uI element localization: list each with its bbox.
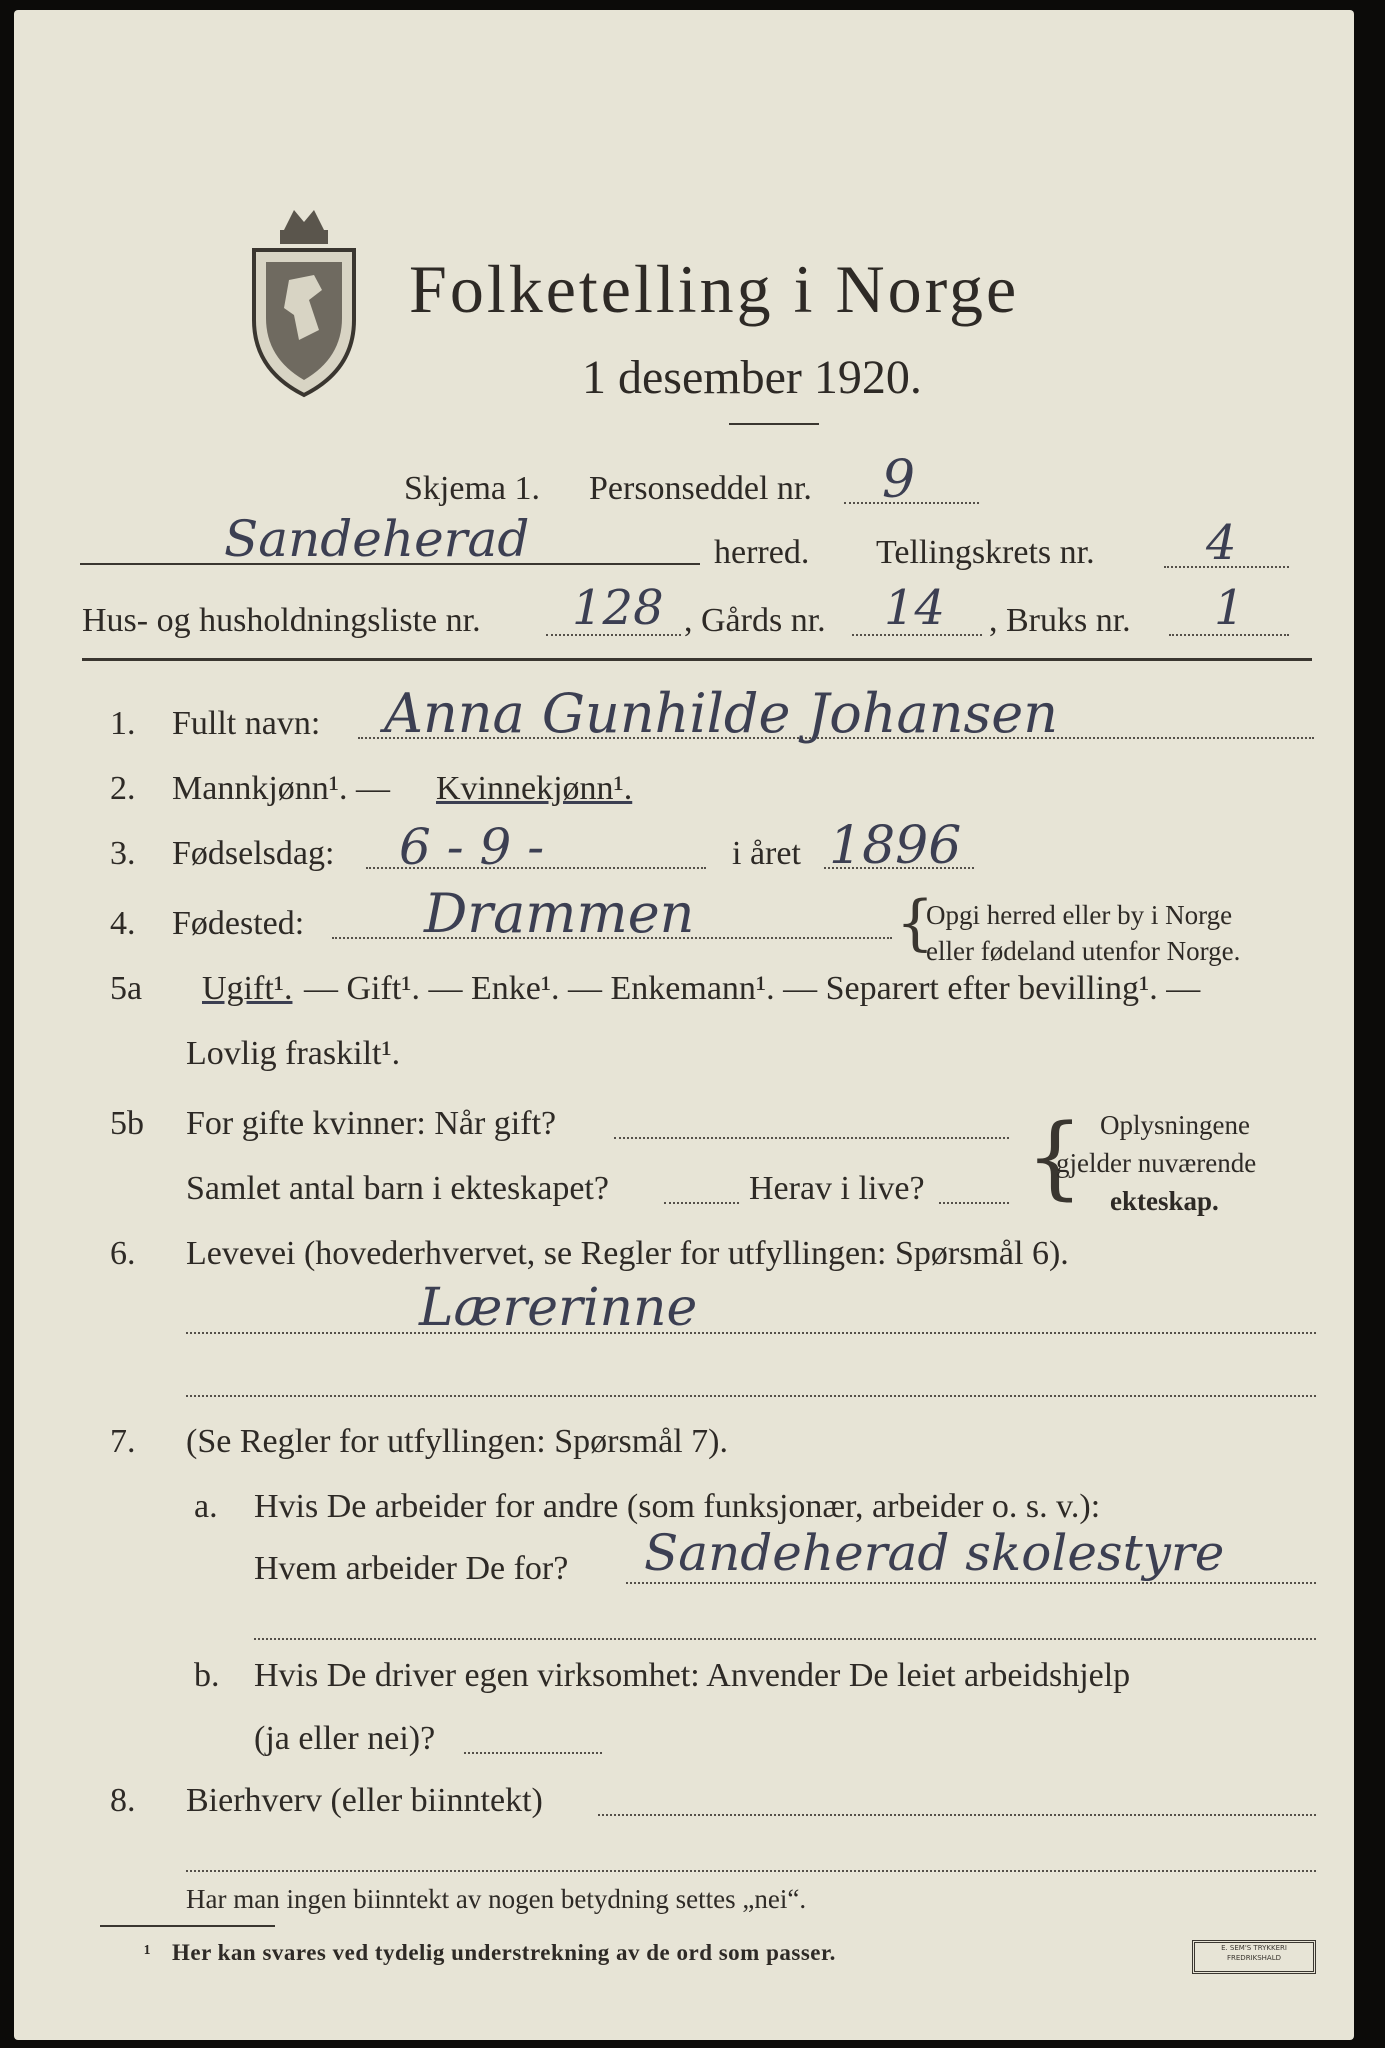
herred-label: herred. — [714, 534, 810, 571]
census-form-sheet — [14, 10, 1354, 2040]
q5b-children-label: Samlet antal barn i ekteskapet? — [186, 1170, 609, 1207]
hired-help-line — [464, 1752, 602, 1754]
occupation-value: Lærerinne — [419, 1278, 698, 1338]
q7b-letter: b. — [194, 1657, 220, 1694]
q8-label: Bierhverv (eller biinntekt) — [186, 1782, 543, 1819]
q5b-note-line3: ekteskap. — [1110, 1186, 1219, 1216]
q1-label: Fullt navn: — [172, 705, 321, 742]
q3-label: Fødselsdag: — [172, 835, 335, 872]
q5b-alive-label: Herav i live? — [749, 1170, 925, 1207]
side-income-line-2 — [186, 1870, 1316, 1872]
q5b-married-when-label: For gifte kvinner: Når gift? — [186, 1105, 557, 1142]
birthday-value: 6 - 9 - — [399, 818, 545, 876]
q4-number: 4. — [110, 905, 136, 942]
q5a-number: 5a — [110, 970, 143, 1007]
birth-year-label: i året — [732, 835, 801, 872]
footnote-text: Her kan svares ved tydelig understrekning av de ord som passer. — [172, 1940, 836, 1965]
gards-label: , Gårds nr. — [684, 602, 826, 639]
birth-year-value: 1896 — [829, 816, 962, 876]
printer-stamp-text: E. SEM'S TRYKKERI FREDRIKSHALD — [1221, 1944, 1287, 1962]
q7b-hired-help-label: (ja eller nei)? — [254, 1720, 436, 1757]
q7-number: 7. — [110, 1423, 136, 1460]
personseddel-value: 9 — [882, 450, 916, 510]
household-list-label: Hus- og husholdningsliste nr. — [82, 602, 481, 639]
q5b-note-brace: { — [1026, 1105, 1084, 1210]
tellingskrets-label: Tellingskrets nr. — [876, 534, 1095, 571]
marital-status-divorced: Lovlig fraskilt¹. — [186, 1035, 401, 1072]
personseddel-label: Personseddel nr. — [589, 470, 812, 507]
q1-number: 1. — [110, 705, 136, 742]
employer-line-2 — [254, 1638, 1316, 1640]
birthplace-note-brace: { — [896, 888, 935, 958]
q5b-alive-line — [939, 1202, 1009, 1204]
employer-value: Sandeherad skolestyre — [644, 1524, 1225, 1582]
footnote-divider — [100, 1925, 275, 1927]
printer-stamp — [1192, 1940, 1316, 1974]
q6-number: 6. — [110, 1235, 136, 1272]
q2-number: 2. — [110, 770, 136, 807]
tellingskrets-value: 4 — [1206, 515, 1237, 571]
q7-label: (Se Regler for utfyllingen: Spørsmål 7). — [186, 1423, 729, 1460]
footnote-marker: ¹ — [144, 1940, 151, 1965]
q5b-number: 5b — [110, 1105, 144, 1142]
birthplace-value: Drammen — [424, 882, 695, 945]
employer-line — [626, 1582, 1316, 1584]
q5b-married-when-line — [614, 1137, 1009, 1139]
gender-female-option: Kvinnekjønn¹. — [436, 770, 633, 807]
birthplace-note-line2: eller fødeland utenfor Norge. — [926, 936, 1241, 966]
census-date: 1 desember 1920. — [582, 351, 922, 404]
q7a-letter: a. — [194, 1488, 218, 1525]
side-income-note: Har man ingen biinntekt av nogen betydning settes „nei“. — [186, 1884, 807, 1914]
q5b-children-line — [664, 1202, 739, 1204]
q5b-note-line1: Oplysningene — [1100, 1110, 1250, 1140]
full-name-value: Anna Gunhilde Johansen — [384, 682, 1058, 745]
q7a-line1: Hvis De arbeider for andre (som funksjonær, arbeider o. s. v.): — [254, 1488, 1101, 1525]
household-list-value: 128 — [572, 580, 664, 636]
gender-male-option: Mannkjønn¹. — — [172, 770, 390, 807]
coat-of-arms-icon — [244, 190, 364, 400]
marital-status-options: — Gift¹. — Enke¹. — Enkemann¹. — Separert efter bevilling¹. — — [304, 970, 1201, 1007]
q7a-employer-label: Hvem arbeider De for? — [254, 1550, 569, 1587]
bruks-value: 1 — [1214, 580, 1245, 636]
gards-value: 14 — [884, 580, 946, 636]
q8-number: 8. — [110, 1782, 136, 1819]
occupation-line-1 — [186, 1332, 1316, 1334]
q5b-note-line2: gjelder nuværende — [1056, 1148, 1257, 1178]
q6-label: Levevei (hovederhvervet, se Regler for utfyllingen: Spørsmål 6). — [186, 1235, 1069, 1272]
schema-label: Skjema 1. — [404, 470, 540, 507]
q7b-line1: Hvis De driver egen virksomhet: Anvender De leiet arbeidshjelp — [254, 1657, 1131, 1694]
section-divider — [82, 658, 1312, 661]
birthplace-note-line1: Opgi herred eller by i Norge — [926, 900, 1233, 930]
occupation-line-2 — [186, 1395, 1316, 1397]
herred-value: Sandeherad — [224, 510, 530, 568]
q4-label: Fødested: — [172, 905, 305, 942]
bruks-label: , Bruks nr. — [989, 602, 1131, 639]
marital-status-ugift: Ugift¹. — [202, 970, 293, 1007]
title-divider — [729, 423, 819, 425]
q3-number: 3. — [110, 835, 136, 872]
form-title: Folketelling i Norge — [409, 251, 1020, 327]
side-income-line — [598, 1814, 1316, 1816]
